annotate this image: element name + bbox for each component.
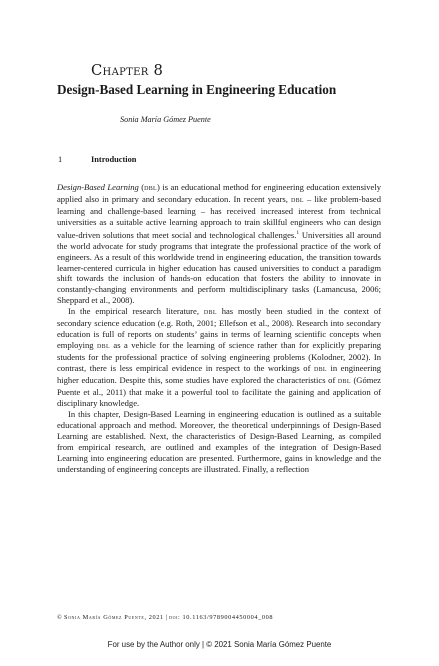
text-fragment: Universities all around the world advocate for study programs that integrate the professional practice of the work of engineers. As a result of this worldwide trend in engineering education, the transition towards learner-centered curricula in higher education has caused universities to conduct a paradigm shift towards the inclusion of hands-on education that fosters the ability to innovate in constantly-changing environments and perform multidisciplinary tasks (Lamancusa, 2006; Sheppard et al., 2008). <box>57 229 381 306</box>
paragraph-3: In this chapter, Design-Based Learning in engineering education is outlined as a suitable educational approach and method. Moreover, the theoretical underpinnings of Design-Based Learning are established. Next, the characteristics of Design-Based Learning, as compiled from empirical research, are outlined and examples of the integration of Design-Based Learning into engineering education are presented. Furthermore, gains in knowledge and the understanding of engineering concepts are illustrated. Finally, a reflection <box>57 408 381 474</box>
text-fragment: (Gómez Puente et al., 2011) that make it a powerful tool to facilitate the gaining and application of disciplinary knowledge. <box>57 375 381 408</box>
separator: | <box>165 614 168 621</box>
body-text <box>57 182 381 475</box>
paragraph-2 <box>57 306 381 409</box>
footer-notice: For use by the Author only | © 2021 Sonia María Gómez Puente <box>107 640 332 649</box>
copyright-symbol: © <box>57 614 63 621</box>
section-number: 1 <box>58 155 63 164</box>
author-name: Sonia María Gómez Puente <box>120 115 211 124</box>
chapter-label: Chapter 8 <box>91 62 164 79</box>
copyright-holder: Sonia María Gómez Puente, 2021 <box>63 614 164 621</box>
text-fragment: In the empirical research literature, <box>68 306 204 317</box>
chapter-title: Design-Based Learning in Engineering Education <box>57 82 337 97</box>
paragraph-1 <box>57 182 381 306</box>
abbreviation: dbl <box>97 341 110 351</box>
text-fragment: as a vehicle for the learning of science rather than for explicitly preparing students for the professional practice of solving engineering problems (Kolodner, 2002). In contrast, there is less empirical evidence in respect to the workings of <box>57 340 381 374</box>
text-fragment: ) is an educational method for engineering education extensively applied also in primary and secondary education. In recent years, <box>57 182 381 204</box>
term-dbl: Design-Based Learning <box>57 182 139 192</box>
abbreviation: dbl <box>313 364 327 374</box>
text-fragment: – like problem-based learning and challenge-based learning – has received increased interest from technical universities as a suitable active learning approach to train skillful engineers who can design value-driven solutions that meet social and technological challenges. <box>57 193 381 240</box>
doi: doi: 10.1163/9789004450004_008 <box>169 614 274 621</box>
copyright-line <box>57 614 273 621</box>
abbreviation: dbl <box>337 376 351 386</box>
footnote-marker: 1 <box>296 229 300 236</box>
text-fragment: in engineering higher education. Despite this, some studies have explored the characteristics of <box>57 363 381 386</box>
section-title: Introduction <box>91 155 137 164</box>
abbreviation: dbl <box>290 194 304 204</box>
text-fragment: ( <box>138 182 145 192</box>
text-fragment: has mostly been studied in the context of secondary science education (e.g. Roth, 2001; Ellefson et al., 2008). Research into secondary education is full of reports on students’ gains in terms of learning scientific concepts when employing <box>57 306 382 351</box>
abbreviation: dbl <box>203 307 217 317</box>
abbreviation: dbl <box>144 183 158 192</box>
